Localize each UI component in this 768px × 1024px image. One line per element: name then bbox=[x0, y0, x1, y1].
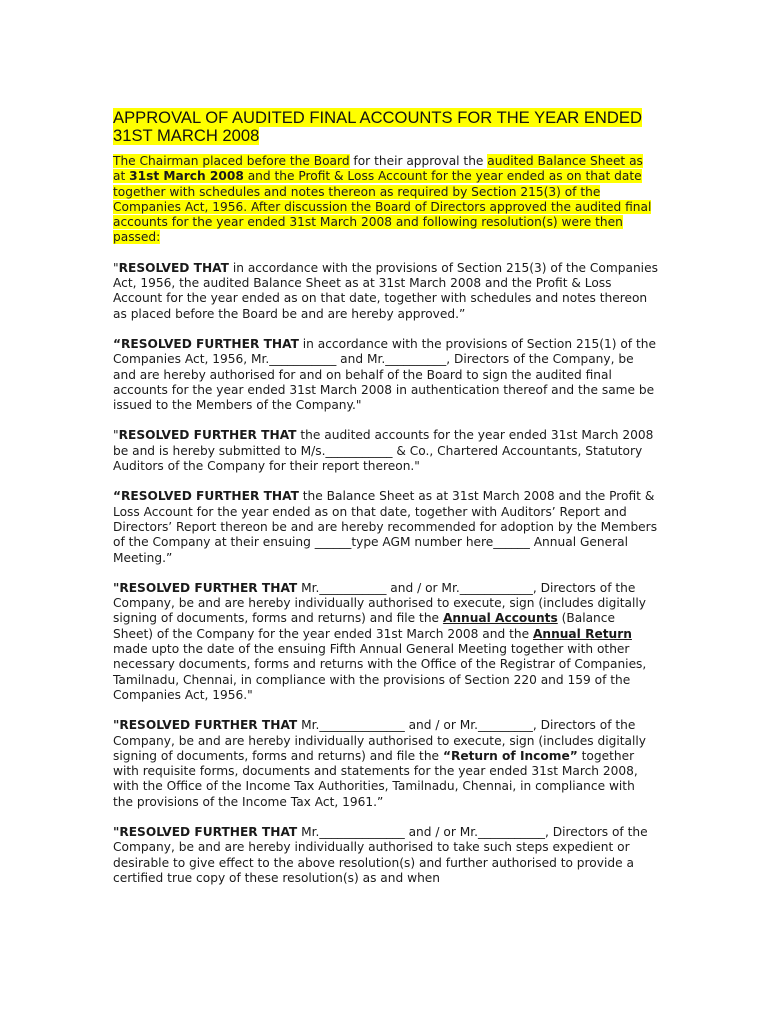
resolution-3-open: " bbox=[113, 428, 119, 443]
resolution-1-lead: RESOLVED THAT bbox=[118, 260, 229, 275]
resolution-1-text: in accordance with the provisions of Section 215(3) of the Companies Act, 1956, the audited Balance Sheet as at 31st March 2008 and the Profit & Loss Account for the year ended as on that date, together with schedules and notes thereon as placed before the Board be and are hereby approved.” bbox=[113, 260, 658, 321]
resolution-7-lead: "RESOLVED FURTHER THAT bbox=[113, 824, 298, 839]
resolution-6-text-1: Mr.______________ and / or Mr._________, Directors of the Company, be and are hereby individually authorised to execute, sign (includes digitally signing of documents, forms and returns) and file the bbox=[113, 718, 646, 763]
document-title bbox=[113, 109, 658, 145]
intro-highlight-1: The Chairman placed before the Board bbox=[113, 154, 350, 168]
resolution-5-text-1: Mr.___________ and / or Mr.____________, Directors of the Company, be and are hereby individually authorised to execute, sign (includes digitally signing of documents, forms and returns) and file the bbox=[113, 580, 646, 626]
resolution-5-text-2: (Balance Sheet) of the Company for the year ended 31st March 2008 and the bbox=[113, 611, 615, 641]
resolution-2-text: in accordance with the provisions of Section 215(1) of the Companies Act, 1956, Mr.___________ and Mr.__________, Directors of the Company, be and are hereby authorised for and on behalf of the Board to sign the audited final accounts for the year ended 31st March 2008 in authentication thereof and the same be issued to the Members of the Company." bbox=[113, 336, 656, 413]
intro-paragraph bbox=[113, 154, 658, 246]
resolution-1 bbox=[113, 261, 658, 322]
intro-highlight-3: and the Profit & Loss Account for the year ended as on that date together with schedules and notes thereon as required by Section 215(3) of the Companies Act, 1956. After discussion the Board of Directors approved the audited final accounts for the year ended 31st March 2008 and following resolution(s) were then passed: bbox=[113, 169, 652, 245]
resolution-7 bbox=[113, 825, 658, 886]
annual-accounts-term: Annual Accounts bbox=[442, 611, 558, 626]
resolution-5-lead: "RESOLVED FURTHER THAT bbox=[113, 580, 298, 595]
resolution-1-open: " bbox=[113, 260, 119, 275]
resolution-7-text: Mr.______________ and / or Mr.___________, Directors of the Company, be and are hereby individually authorised to take such steps expedient or desirable to give effect to the above resolution(s) and further authorised to provide a certified true copy of these resolution(s) as and when bbox=[113, 824, 648, 885]
resolution-5-text-3: made upto the date of the ensuing Fifth Annual General Meeting together with other necessary documents, forms and returns with the Office of the Registrar of Companies, Tamilnadu, Chennai, in compliance with the provisions of Section 220 and 159 of the Companies Act, 1956." bbox=[113, 642, 647, 702]
resolution-3-text: the audited accounts for the year ended 31st March 2008 be and is hereby submitted to M/s.___________ & Co., Chartered Accountants, Statutory Auditors of the Company for their report thereon." bbox=[113, 428, 654, 474]
resolution-4-text: the Balance Sheet as at 31st March 2008 and the Profit & Loss Account for the year ended as on that date, together with Auditors’ Report and Directors’ Report thereon be and are hereby recommended for adoption by the Members of the Company at their ensuing ______type AGM number here______ Annual General Meeting.” bbox=[113, 489, 658, 565]
document-body bbox=[113, 109, 658, 901]
resolution-6 bbox=[113, 718, 658, 810]
annual-return-term: Annual Return bbox=[532, 626, 632, 641]
return-of-income-term: “Return of Income” bbox=[442, 748, 578, 763]
intro-highlight-2: audited Balance Sheet as at bbox=[113, 154, 643, 184]
resolution-4-lead: “RESOLVED FURTHER THAT bbox=[113, 489, 299, 504]
title-highlight: APPROVAL OF AUDITED FINAL ACCOUNTS FOR THE YEAR ENDED 31ST MARCH 2008 bbox=[113, 108, 642, 145]
resolution-2 bbox=[113, 337, 658, 413]
resolution-4 bbox=[113, 489, 658, 565]
resolution-6-lead: "RESOLVED FURTHER THAT bbox=[113, 718, 298, 733]
resolution-5 bbox=[113, 581, 658, 703]
resolution-6-text-2: together with requisite forms, documents and statements for the year ended 31st March 2008, with the Office of the Income Tax Authorities, Tamilnadu, Chennai, in compliance with the provisions of the Income Tax Act, 1961.” bbox=[113, 748, 638, 809]
resolution-3-lead: RESOLVED FURTHER THAT bbox=[118, 428, 297, 443]
resolution-3 bbox=[113, 428, 658, 474]
intro-highlight-date: 31st March 2008 bbox=[129, 169, 244, 184]
resolution-2-lead: “RESOLVED FURTHER THAT bbox=[113, 336, 299, 351]
intro-text-1: for their approval the bbox=[349, 154, 488, 168]
